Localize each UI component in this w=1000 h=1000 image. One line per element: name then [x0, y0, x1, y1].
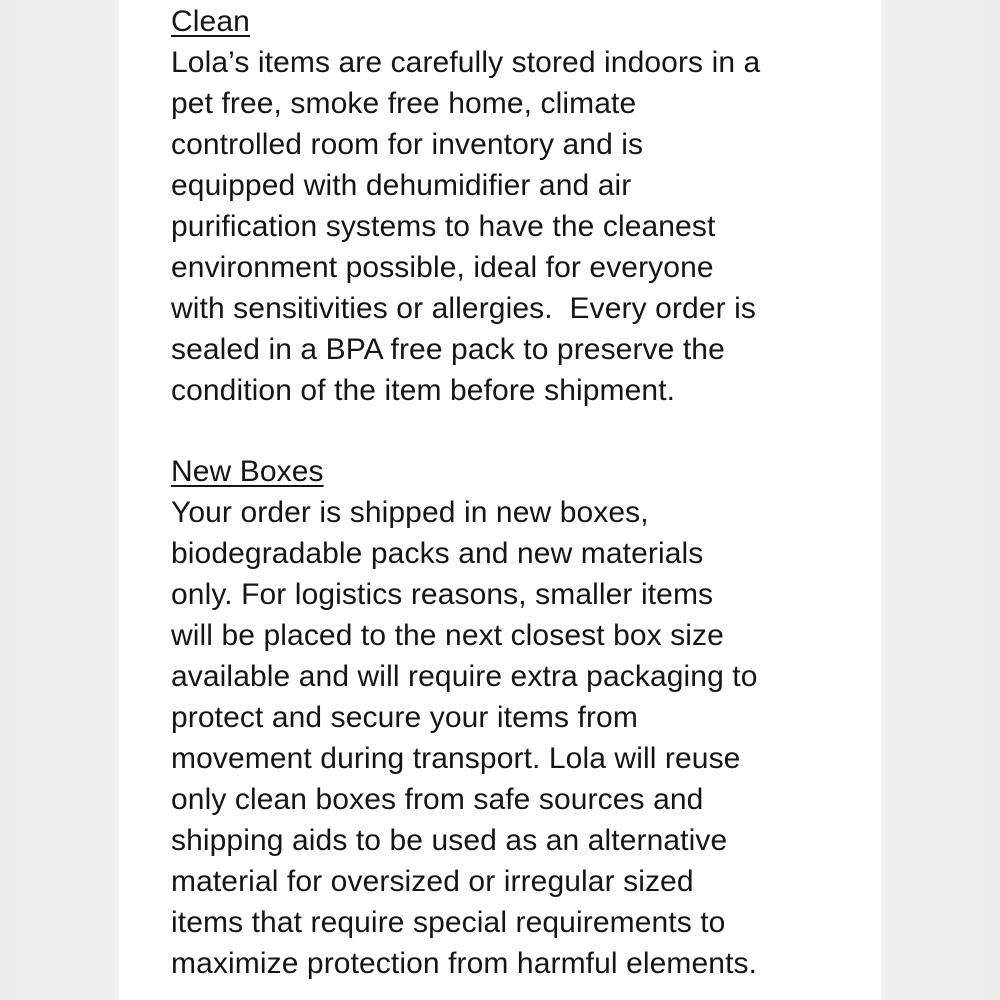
text-line: protect and secure your items from	[171, 701, 638, 735]
text-line: sealed in a BPA free pack to preserve the	[171, 332, 725, 366]
text-line: only clean boxes from safe sources and	[171, 783, 704, 817]
document-content	[171, 2, 871, 985]
text-line: will be placed to the next closest box size	[171, 619, 724, 653]
document-sheet	[120, 0, 880, 1000]
text-line: condition of the item before shipment.	[171, 373, 676, 407]
text-line: only. For logistics reasons, smaller items	[171, 578, 714, 612]
text-line: with sensitivities or allergies. Every order is	[171, 291, 756, 325]
text-line: shipping aids to be used as an alternative	[171, 824, 728, 858]
section-new-boxes	[171, 452, 871, 984]
text-line: controlled room for inventory and is	[171, 127, 644, 161]
text-line: equipped with dehumidifier and air	[171, 168, 632, 202]
text-line: available and will require extra packaging to	[171, 660, 758, 694]
text-line: maximize protection from harmful elements.	[171, 946, 758, 980]
paragraph-gap	[171, 412, 871, 453]
text-line: items that require special requirements to	[171, 905, 726, 939]
text-line: material for oversized or irregular sized	[171, 865, 694, 898]
section-heading-new-boxes: New Boxes	[171, 455, 324, 489]
text-line: Your order is shipped in new boxes,	[171, 496, 649, 530]
text-line: Lola’s items are carefully stored indoors in a	[171, 45, 761, 79]
text-line: environment possible, ideal for everyone	[171, 250, 714, 284]
section-clean	[171, 2, 871, 412]
text-line: pet free, smoke free home, climate	[171, 86, 637, 120]
text-line: movement during transport. Lola will reuse	[171, 742, 741, 776]
section-heading-clean: Clean	[171, 5, 250, 38]
text-line: purification systems to have the cleanest	[171, 209, 716, 243]
text-line: biodegradable packs and new materials	[171, 537, 704, 571]
